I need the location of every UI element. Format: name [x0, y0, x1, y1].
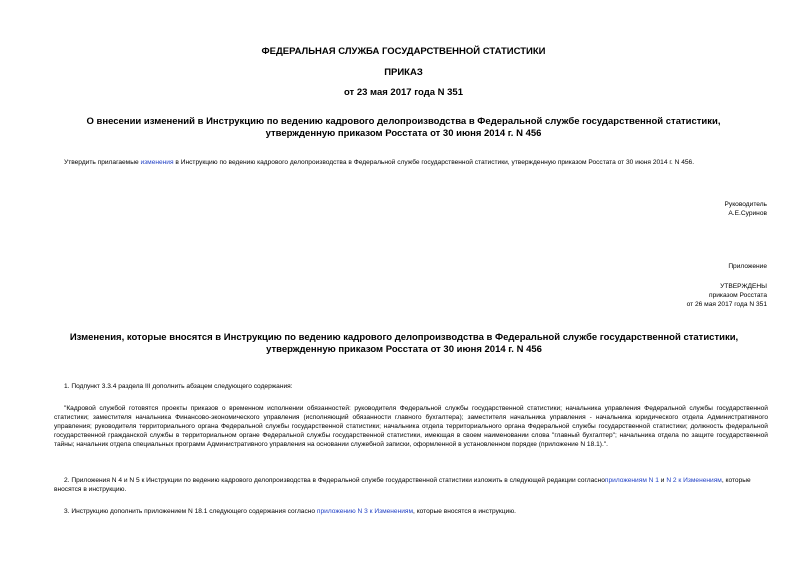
intro-paragraph [64, 158, 784, 167]
doc-type: ПРИКАЗ [384, 67, 423, 78]
doc-date-number: от 23 мая 2017 года N 351 [343, 87, 464, 98]
approved-label: УТВЕРЖДЕНЫ [720, 283, 767, 290]
changes-link[interactable]: изменения [140, 159, 174, 166]
signature-block [725, 200, 767, 218]
item-2-text-before: 2. Приложения N 4 и N 5 к Инструкции по ведению кадрового делопроизводства в Федеральной службе государственной статистики изложить в следующей редакции согласно [64, 477, 605, 484]
appendix-label: Приложение [728, 263, 767, 270]
signer-position: Руководитель [724, 201, 767, 208]
appendix-1-link[interactable]: приложениям N 1 [604, 477, 659, 484]
item-2-text-after: , которые вносятся в инструкцию. [54, 477, 751, 493]
signer-name: А.Е.Суринов [728, 210, 767, 217]
intro-text-after: в Инструкцию по ведению кадрового делопроизводства в Федеральной службе государственной статистики, утвержденную приказом Росстата от 30 июня 2014 г. N 456. [173, 159, 695, 166]
doc-title: О внесении изменений в Инструкцию по ведению кадрового делопроизводства в Федеральной службе государственной статистики, утвержденную приказом Росстата от 30 июня 2014 г. N 456 [86, 116, 721, 139]
item-1-quote: "Кадровой службой готовятся проекты приказов о временном исполнении обязанностей: руководителя Федеральной службы государственной статистики; начальника управления Федеральной службы государственной статистики; заместителя начальника Финансово-экономического управления (исполняющий обязанности главного бухгалтера); заместителя начальника управления - начальника юридического отдела Административного управления; руководителя территориального органа Федеральной службы государственной статистики; начальника отдела территориального органа Федеральной службы государственной статистики; должность федеральной государственной гражданской службы в территориальном органе Федеральной службы государственной статистики, имеющая в своем наименовании слова "главный бухгалтер"; начальника отдела по защите государственной тайны; начальник отдела специальных программ Административного управления на основании служебной записки, оформленной в установленном порядке (приложение N 18.1).". [54, 405, 768, 448]
approval-block [687, 282, 767, 309]
item-3-text-before: 3. Инструкцию дополнить приложением N 18.1 следующего содержания согласно [64, 508, 317, 515]
approved-by-order: приказом Росстата [709, 292, 767, 299]
item-1: 1. Подпункт 3.3.4 раздела III дополнить абзацем следующего содержания: [64, 383, 293, 390]
intro-text-before: Утвердить прилагаемые [64, 159, 141, 166]
item-2-and: и [658, 477, 667, 484]
approved-order-date: от 26 мая 2017 года N 351 [686, 301, 767, 308]
item-3-text-after: , которые вносятся в инструкцию. [413, 508, 517, 515]
item-2 [54, 476, 768, 494]
appendix-3-link[interactable]: приложению N 3 к Изменениям [316, 508, 414, 515]
changes-title: Изменения, которые вносятся в Инструкцию по ведению кадрового делопроизводства в Федеральной службе государственной статистики, утвержденную приказом Росстата от 30 июня 2014 г. N 456 [69, 332, 739, 355]
appendix-2-link[interactable]: N 2 к Изменениям [666, 477, 722, 484]
org-name: ФЕДЕРАЛЬНАЯ СЛУЖБА ГОСУДАРСТВЕННОЙ СТАТИСТИКИ [261, 46, 546, 57]
item-3 [64, 507, 764, 516]
